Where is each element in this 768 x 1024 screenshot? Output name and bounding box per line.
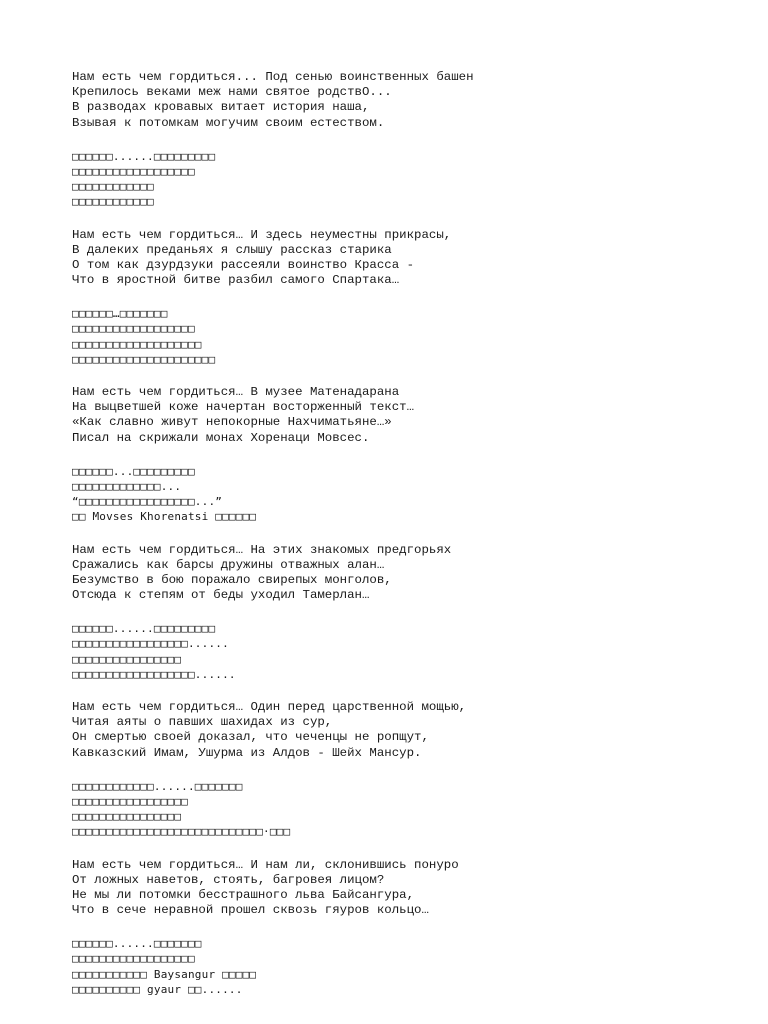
text-line: Взывая к потомкам могучим своим естеством. bbox=[72, 115, 385, 130]
text-line: □□□□□□□□□□□□□□□□□ bbox=[72, 794, 188, 808]
text-line: Нам есть чем гордиться… Один перед царственной мощью, bbox=[72, 700, 467, 714]
text-line: Отсюда к степям от беды уходил Тамерлан… bbox=[72, 588, 370, 603]
text-line: На выцветшей коже начертан восторженный текст… bbox=[72, 400, 415, 415]
text-line: □□□□□□□□□□□□□□□□□□ bbox=[72, 164, 195, 178]
text-line: □□□□□□□□□□□□□□□□□□□□□□□□□□□□·□□□ bbox=[72, 825, 291, 839]
text-line: Сражались как барсы дружины отважных алан… bbox=[72, 557, 385, 572]
text-line: Нам есть чем гордиться… В музее Матенадарана bbox=[72, 385, 400, 399]
text-line: Что в сече неравной прошел сквозь гяуров кольцо… bbox=[72, 903, 429, 918]
text-line: □□□□□□□□□□□□□□□□□...... bbox=[72, 637, 229, 651]
text-line: □□ Movses Khorenatsi □□□□□□ bbox=[72, 510, 257, 524]
stanza-11 bbox=[72, 858, 752, 919]
text-line: □□□□□□□□□□□□□□□□ bbox=[72, 652, 182, 666]
text-line: □□□□□□...□□□□□□□□□ bbox=[72, 464, 195, 478]
text-line: Не мы ли потомки бесстрашного льва Байсангура, bbox=[72, 887, 415, 902]
text-line: □□□□□□□□□□ gyaur □□...... bbox=[72, 982, 243, 996]
text-line: □□□□□□......□□□□□□□□□ bbox=[72, 149, 216, 163]
text-line: Он смертью своей доказал, что чеченцы не ропщут, bbox=[72, 730, 429, 745]
text-line: □□□□□□□□□□□□□□□□□□ bbox=[72, 952, 195, 966]
text-line: «Как славно живут непокорные Нахчиматьяне…» bbox=[72, 415, 392, 430]
stanza-4 bbox=[72, 306, 752, 367]
document-page bbox=[72, 70, 752, 1015]
text-line: □□□□□□□□□□□□ bbox=[72, 180, 154, 194]
text-line: □□□□□□…□□□□□□□ bbox=[72, 307, 168, 321]
text-line: О том как дзурдзуки рассеяли воинство Красса - bbox=[72, 257, 415, 272]
text-line: □□□□□□□□□□□□□□□□□□□□□ bbox=[72, 352, 216, 366]
text-line: В далеких преданьях я слышу рассказ старика bbox=[72, 242, 392, 257]
stanza-9 bbox=[72, 700, 752, 761]
text-line: Что в яростной битве разбил самого Спартака… bbox=[72, 273, 400, 288]
stanza-7 bbox=[72, 543, 752, 604]
stanza-10 bbox=[72, 779, 752, 840]
text-line: Писал на скрижали монах Хоренаци Мовсес. bbox=[72, 430, 370, 445]
text-line: □□□□□□......□□□□□□□□□ bbox=[72, 622, 216, 636]
stanza-3 bbox=[72, 228, 752, 289]
text-line: □□□□□□□□□□□□ bbox=[72, 195, 154, 209]
text-line: “□□□□□□□□□□□□□□□□□...” bbox=[72, 495, 223, 509]
text-line: □□□□□□□□□□□□□□□□□□...... bbox=[72, 667, 236, 681]
stanza-2 bbox=[72, 149, 752, 210]
stanza-8 bbox=[72, 621, 752, 682]
text-line: □□□□□□□□□□□□□□□□□□□ bbox=[72, 337, 202, 351]
text-line: Нам есть чем гордиться… На этих знакомых предгорьях bbox=[72, 542, 452, 557]
text-line: В разводах кровавых витает история наша, bbox=[72, 100, 370, 115]
text-line: Читая аяты о павших шахидах из сур, bbox=[72, 715, 333, 730]
text-line: □□□□□□□□□□□□......□□□□□□□ bbox=[72, 779, 243, 793]
text-line: □□□□□□□□□□□□□... bbox=[72, 479, 182, 493]
stanza-6 bbox=[72, 464, 752, 525]
text-line: □□□□□□□□□□□□□□□□ bbox=[72, 810, 182, 824]
text-line: Нам есть чем гордиться… И здесь неуместны прикрасы, bbox=[72, 227, 452, 242]
text-line: Крепилось веками меж нами святое родствО... bbox=[72, 85, 392, 100]
text-line: □□□□□□□□□□□□□□□□□□ bbox=[72, 322, 195, 336]
text-line: Кавказский Имам, Ушурма из Алдов - Шейх Мансур. bbox=[72, 745, 422, 760]
text-line: От ложных наветов, стоять, багровея лицом? bbox=[72, 872, 385, 887]
stanza-1 bbox=[72, 70, 752, 131]
text-line: Безумство в бою поражало свирепых монголов, bbox=[72, 572, 392, 587]
stanza-5 bbox=[72, 385, 752, 446]
text-line: Нам есть чем гордиться... Под сенью воинственных башен bbox=[72, 70, 474, 84]
text-line: □□□□□□□□□□□ Baysangur □□□□□ bbox=[72, 967, 257, 981]
text-line: Нам есть чем гордиться… И нам ли, склонившись понуро bbox=[72, 857, 459, 872]
stanza-12 bbox=[72, 936, 752, 997]
text-line: □□□□□□......□□□□□□□ bbox=[72, 937, 202, 951]
